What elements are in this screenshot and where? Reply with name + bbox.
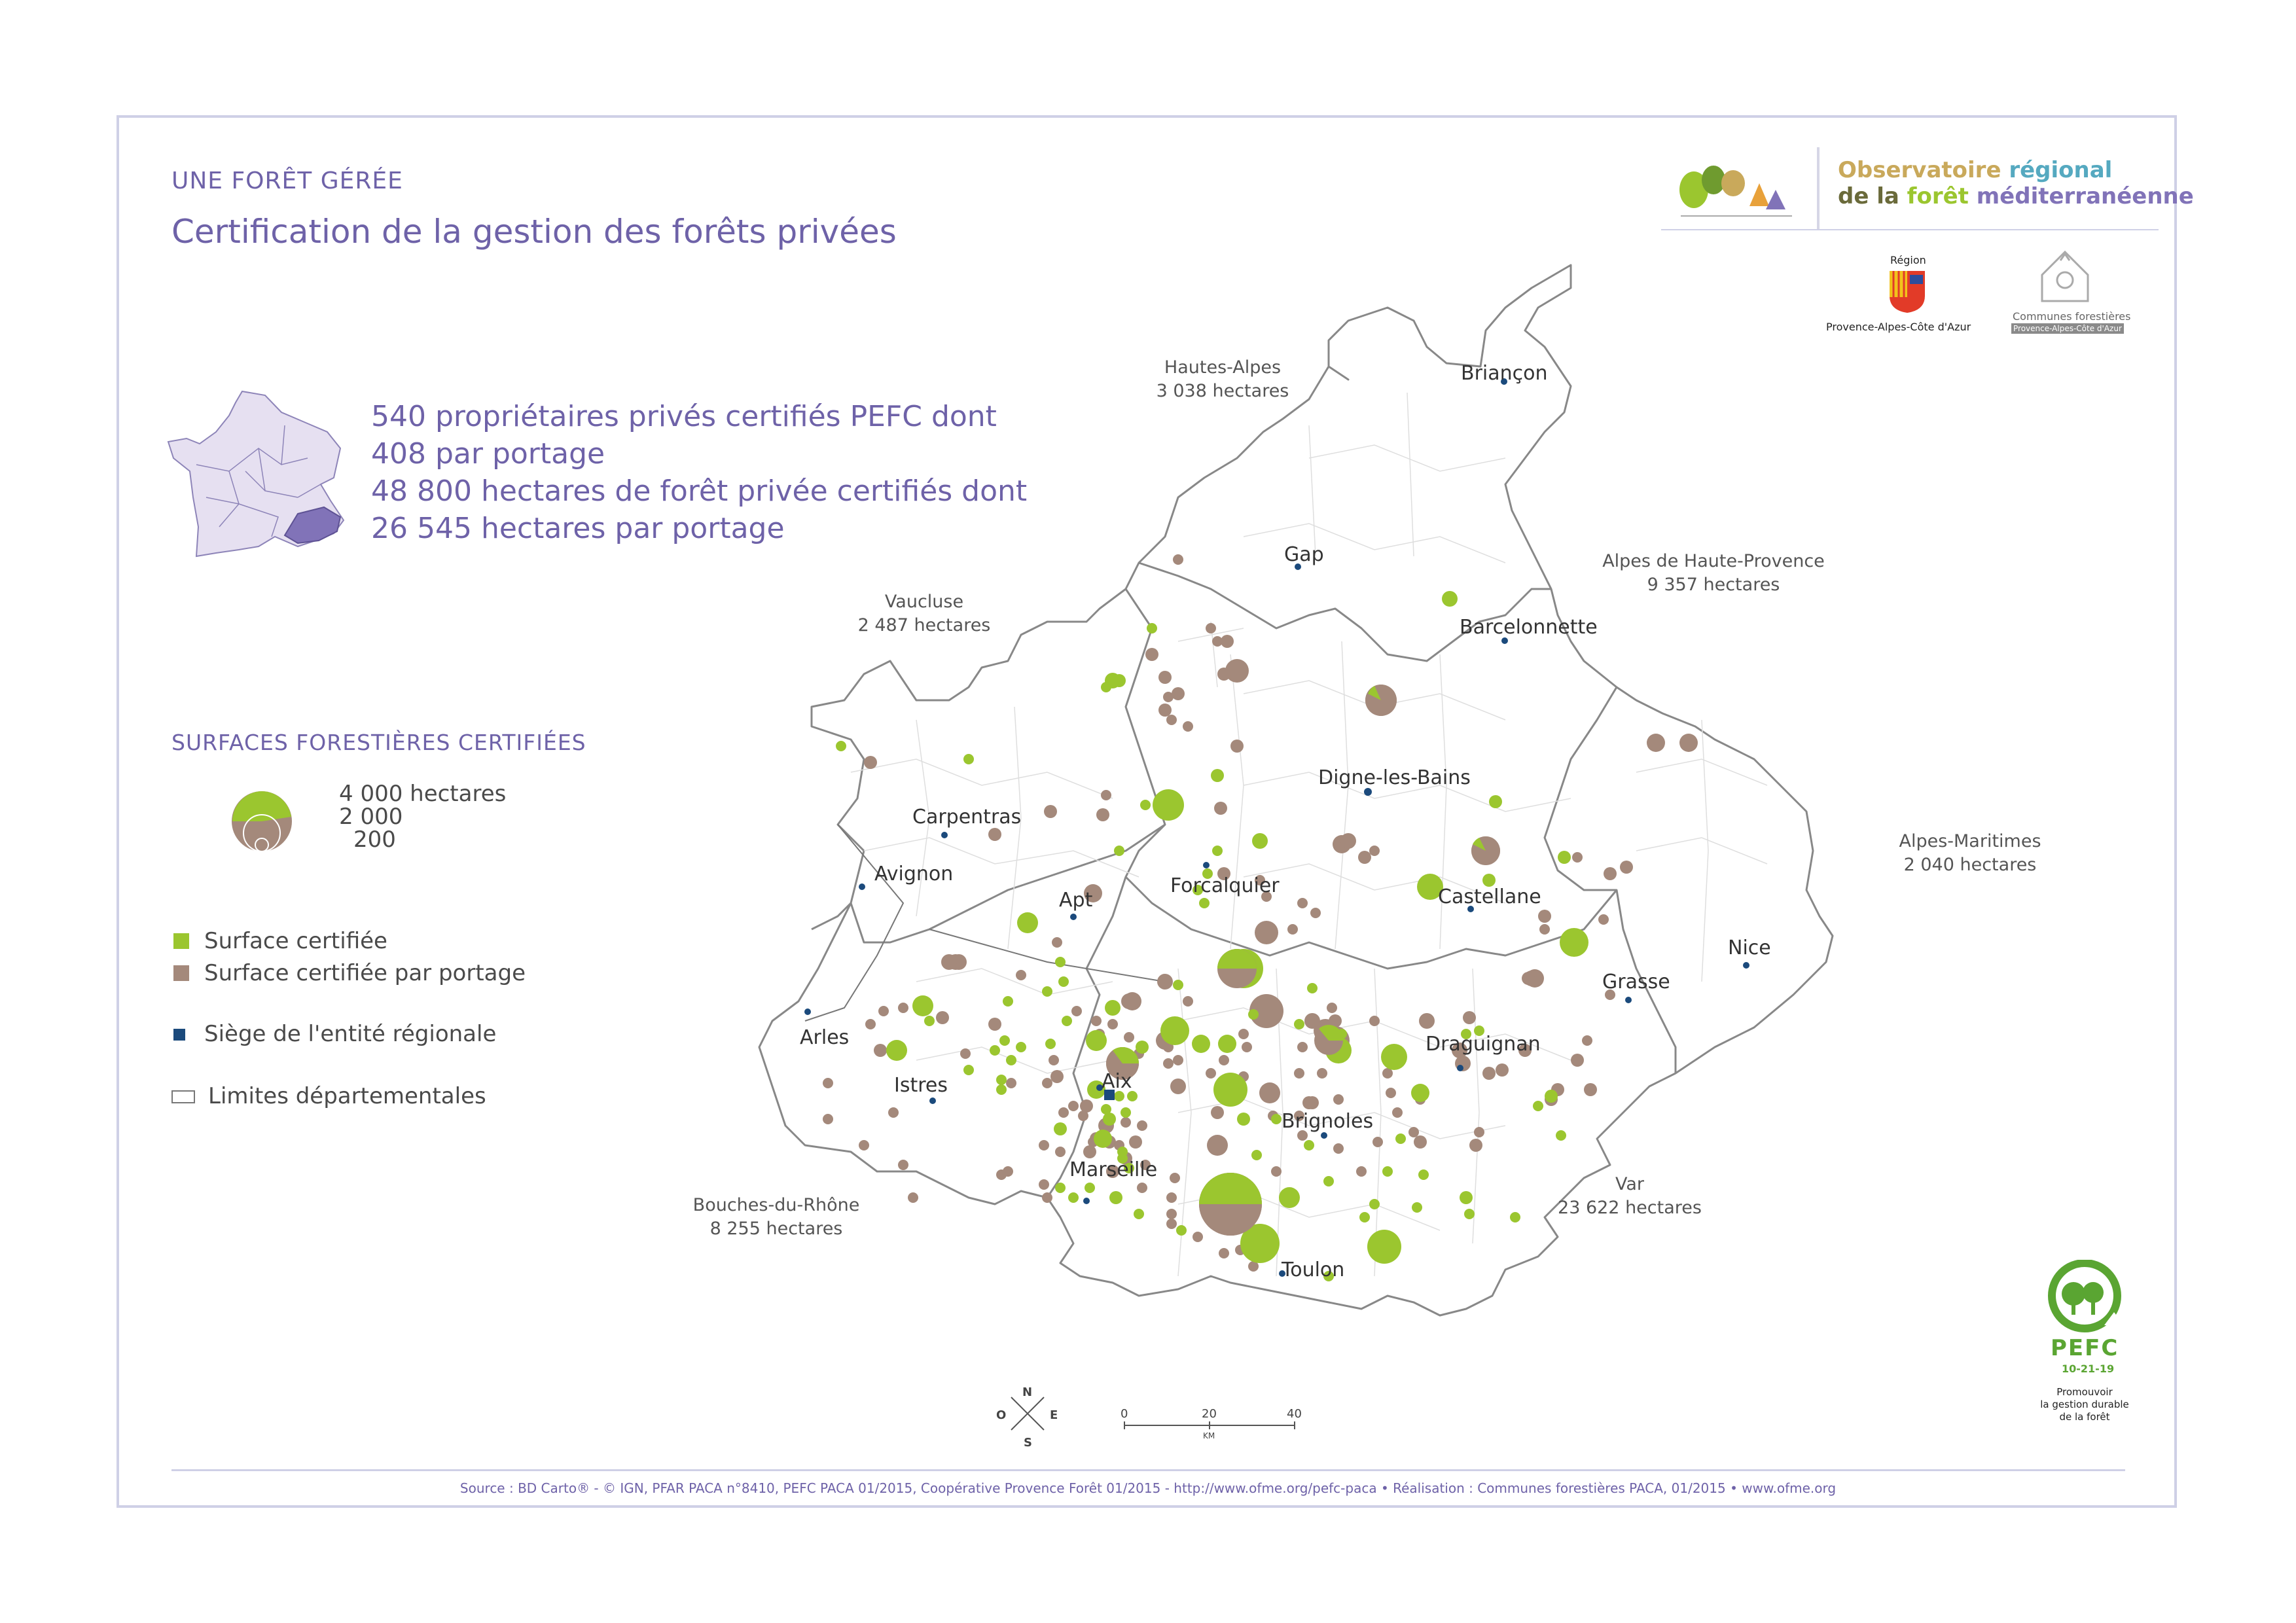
source-prefix: Source : BD Carto® - © IGN, PFAR PACA n°8410, PEFC PACA 01/2015, Coopérative Provence Forêt 01/2015 - bbox=[459, 1480, 1174, 1496]
footer-divider bbox=[171, 1469, 2125, 1471]
dept-bdr-name: Bouches-du-Rhône bbox=[692, 1195, 860, 1215]
dept-am-area: 2 040 hectares bbox=[1903, 855, 2037, 875]
compass-s: S bbox=[1024, 1436, 1032, 1450]
dept-var-name: Var bbox=[1615, 1174, 1645, 1194]
source-link-ofme[interactable]: www.ofme.org bbox=[1742, 1480, 1837, 1496]
page-title: Certification de la gestion des forêts privées bbox=[171, 213, 897, 251]
ofme-text-2b: forêt bbox=[1907, 183, 1977, 209]
city-aix: Aix bbox=[1102, 1070, 1132, 1093]
dept-am-name: Alpes-Maritimes bbox=[1899, 831, 2041, 851]
dept-bdr-area: 8 255 hectares bbox=[709, 1219, 843, 1239]
region-outline bbox=[759, 265, 1833, 1315]
city-barcelonnette: Barcelonnette bbox=[1460, 616, 1598, 639]
logo-divider bbox=[1817, 147, 1820, 229]
city-draguignan: Draguignan bbox=[1426, 1033, 1541, 1056]
stat-owners: 540 propriétaires privés certifiés PEFC dont bbox=[371, 400, 997, 433]
city-nice: Nice bbox=[1728, 936, 1771, 959]
stat-owners-portage: 408 par portage bbox=[371, 437, 605, 471]
city-avignon: Avignon bbox=[874, 863, 954, 885]
stat-hectares: 48 800 hectares de forêt privée certifiés dont bbox=[371, 474, 1028, 508]
legend-size-4000: 4 000 hectares bbox=[339, 781, 507, 807]
city-carpentras: Carpentras bbox=[912, 806, 1022, 829]
communes-forestieres-logo-icon bbox=[2016, 242, 2114, 308]
city-gap: Gap bbox=[1284, 543, 1324, 566]
dept-hautes-alpes-name: Hautes-Alpes bbox=[1164, 357, 1282, 378]
city-toulon: Toulon bbox=[1282, 1258, 1345, 1281]
city-brignoles: Brignoles bbox=[1282, 1110, 1374, 1133]
ofme-text-2a: de la bbox=[1838, 183, 1907, 209]
scale-unit: KM bbox=[1203, 1431, 1215, 1440]
compass-e: E bbox=[1050, 1408, 1058, 1422]
compass-o: O bbox=[996, 1408, 1007, 1422]
city-marseille: Marseille bbox=[1069, 1158, 1158, 1181]
city-apt: Apt bbox=[1059, 889, 1093, 912]
pefc-tagline-1: Promouvoir bbox=[2056, 1386, 2113, 1398]
dept-vaucluse-area: 2 487 hectares bbox=[857, 615, 991, 635]
source-middle: • Réalisation : Communes forestières PACA, 01/2015 • bbox=[1376, 1480, 1742, 1496]
compass-rose bbox=[1011, 1397, 1044, 1430]
scale-tick-0: 0 bbox=[1121, 1407, 1128, 1421]
scale-tick-40: 40 bbox=[1287, 1407, 1302, 1421]
city-arles: Arles bbox=[800, 1026, 850, 1049]
dept-var-area: 23 622 hectares bbox=[1558, 1198, 1702, 1218]
legend-limites-label: Limites départementales bbox=[208, 1083, 486, 1109]
legend-title: SURFACES FORESTIÈRES CERTIFIÉES bbox=[171, 730, 586, 755]
region-top-label: Région bbox=[1890, 254, 1926, 266]
legend-size-2000: 2 000 bbox=[339, 804, 403, 830]
logo-underline bbox=[1661, 229, 2159, 230]
legend-siege-label: Siège de l'entité régionale bbox=[204, 1021, 497, 1047]
legend-size-200: 200 bbox=[353, 827, 396, 853]
source-line bbox=[0, 1480, 2296, 1496]
city-briancon: Briançon bbox=[1461, 362, 1548, 385]
scale-tick-20: 20 bbox=[1202, 1407, 1217, 1421]
ofme-logo-icon bbox=[1674, 144, 1805, 223]
pefc-tagline-3: de la forêt bbox=[2059, 1411, 2110, 1423]
ofme-text-1a: Observatoire bbox=[1838, 157, 2009, 183]
region-name-label: Provence-Alpes-Côte d'Azur bbox=[1826, 321, 1971, 333]
pefc-tagline bbox=[2019, 1386, 2150, 1423]
legend-certified-label: Surface certifiée bbox=[204, 928, 387, 954]
dept-vaucluse-name: Vaucluse bbox=[884, 592, 964, 612]
pefc-tagline-2: la gestion durable bbox=[2040, 1399, 2129, 1410]
ofme-logo-text bbox=[1838, 157, 2194, 209]
stat-hectares-portage: 26 545 hectares par portage bbox=[371, 512, 785, 545]
source-link-pefc[interactable]: http://www.ofme.org/pefc-paca bbox=[1174, 1480, 1377, 1496]
ofme-text-2c: méditerranéenne bbox=[1976, 183, 2194, 209]
city-castellane: Castellane bbox=[1438, 885, 1541, 908]
region-coat-of-arms-icon bbox=[1888, 270, 1926, 314]
scale-bar bbox=[1124, 1421, 1295, 1429]
pefc-name: PEFC bbox=[2051, 1335, 2119, 1361]
pefc-code: 10-21-19 bbox=[2062, 1363, 2115, 1375]
city-forcalquier: Forcalquier bbox=[1170, 874, 1280, 897]
section-label: UNE FORÊT GÉRÉE bbox=[171, 168, 403, 194]
communes-top-label: Communes forestières bbox=[2013, 310, 2131, 323]
city-istres: Istres bbox=[894, 1074, 948, 1097]
ofme-text-1b: régional bbox=[2009, 157, 2113, 183]
dept-hautes-alpes-area: 3 038 hectares bbox=[1156, 381, 1289, 401]
compass-n: N bbox=[1022, 1385, 1033, 1399]
city-grasse: Grasse bbox=[1602, 971, 1670, 993]
legend-portage-label: Surface certifiée par portage bbox=[204, 960, 526, 986]
pefc-logo-icon bbox=[2042, 1260, 2127, 1338]
city-digne: Digne-les-Bains bbox=[1318, 766, 1471, 789]
dept-ahp-name: Alpes de Haute-Provence bbox=[1602, 551, 1825, 571]
dept-ahp-area: 9 357 hectares bbox=[1647, 575, 1780, 595]
communes-sub-label: Provence-Alpes-Côte d'Azur bbox=[2011, 323, 2124, 334]
